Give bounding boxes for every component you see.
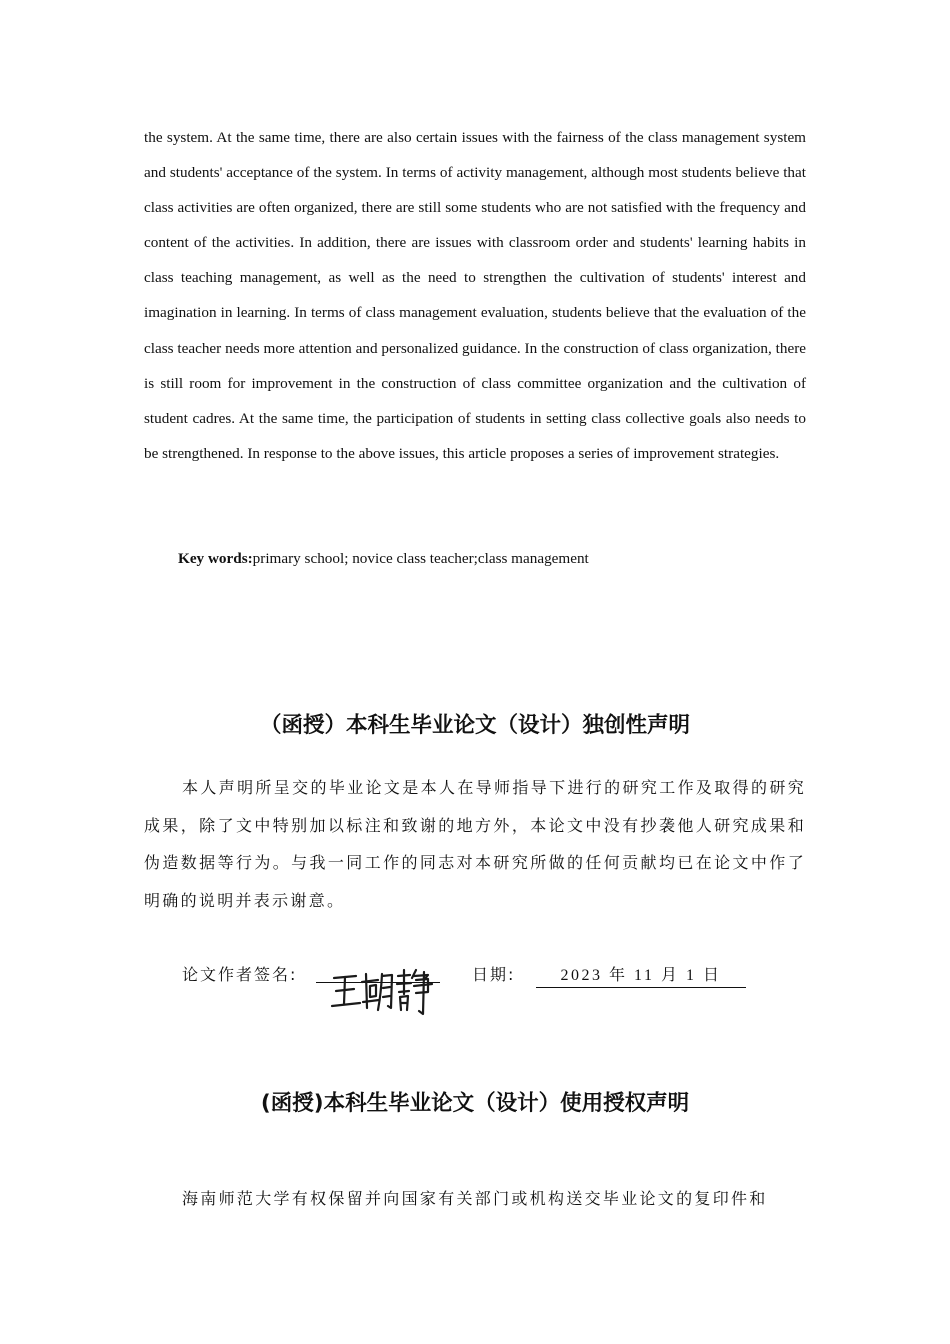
authorization-title: (函授)本科生毕业论文（设计）使用授权声明 [260, 1091, 690, 1116]
date-label: 日期: [472, 965, 516, 984]
authorization-body: 海南师范大学有权保留并向国家有关部门或机构送交毕业论文的复印件和 [182, 1189, 768, 1208]
date-value: 2023 年 11 月 1 日 [536, 962, 746, 988]
signature-label: 论文作者签名: [182, 965, 298, 984]
keywords-line [178, 541, 589, 576]
abstract-body: the system. At the same time, there are also certain issues with the fairness of the class management system and students' acceptance of the system. In terms of activity management, although most students believe that class activities are often organized, there are still some students who are not satisfied with the frequency and content of the activities. In addition, there are issues with classroom order and students' learning habits in class teaching management, as well as the need to strengthen the cultivation of students' interest and imagination in learning. In terms of class management evaluation, students believe that the evaluation of the class teacher needs more attention and personalized guidance. In the construction of class organization, there is still room for improvement in the construction of class committee organization and the cultivation of student cadres. At the same time, the participation of students in setting class collective goals also needs to be strengthened. In response to the above issues, this article proposes a series of improvement strategies. [144, 129, 806, 462]
handwritten-signature [330, 964, 436, 1022]
keywords-value: primary school; novice class teacher;class management [252, 550, 589, 567]
keywords-label: Key words: [178, 550, 253, 567]
originality-body: 本人声明所呈交的毕业论文是本人在导师指导下进行的研究工作及取得的研究成果，除了文中特别加以标注和致谢的地方外，本论文中没有抄袭他人研究成果和伪造数据等行为。与我一同工作的同志对本研究所做的任何贡献均已在论文中作了明确的说明并表示谢意。 [144, 778, 806, 910]
originality-title: （函授）本科生毕业论文（设计）独创性声明 [259, 713, 690, 738]
